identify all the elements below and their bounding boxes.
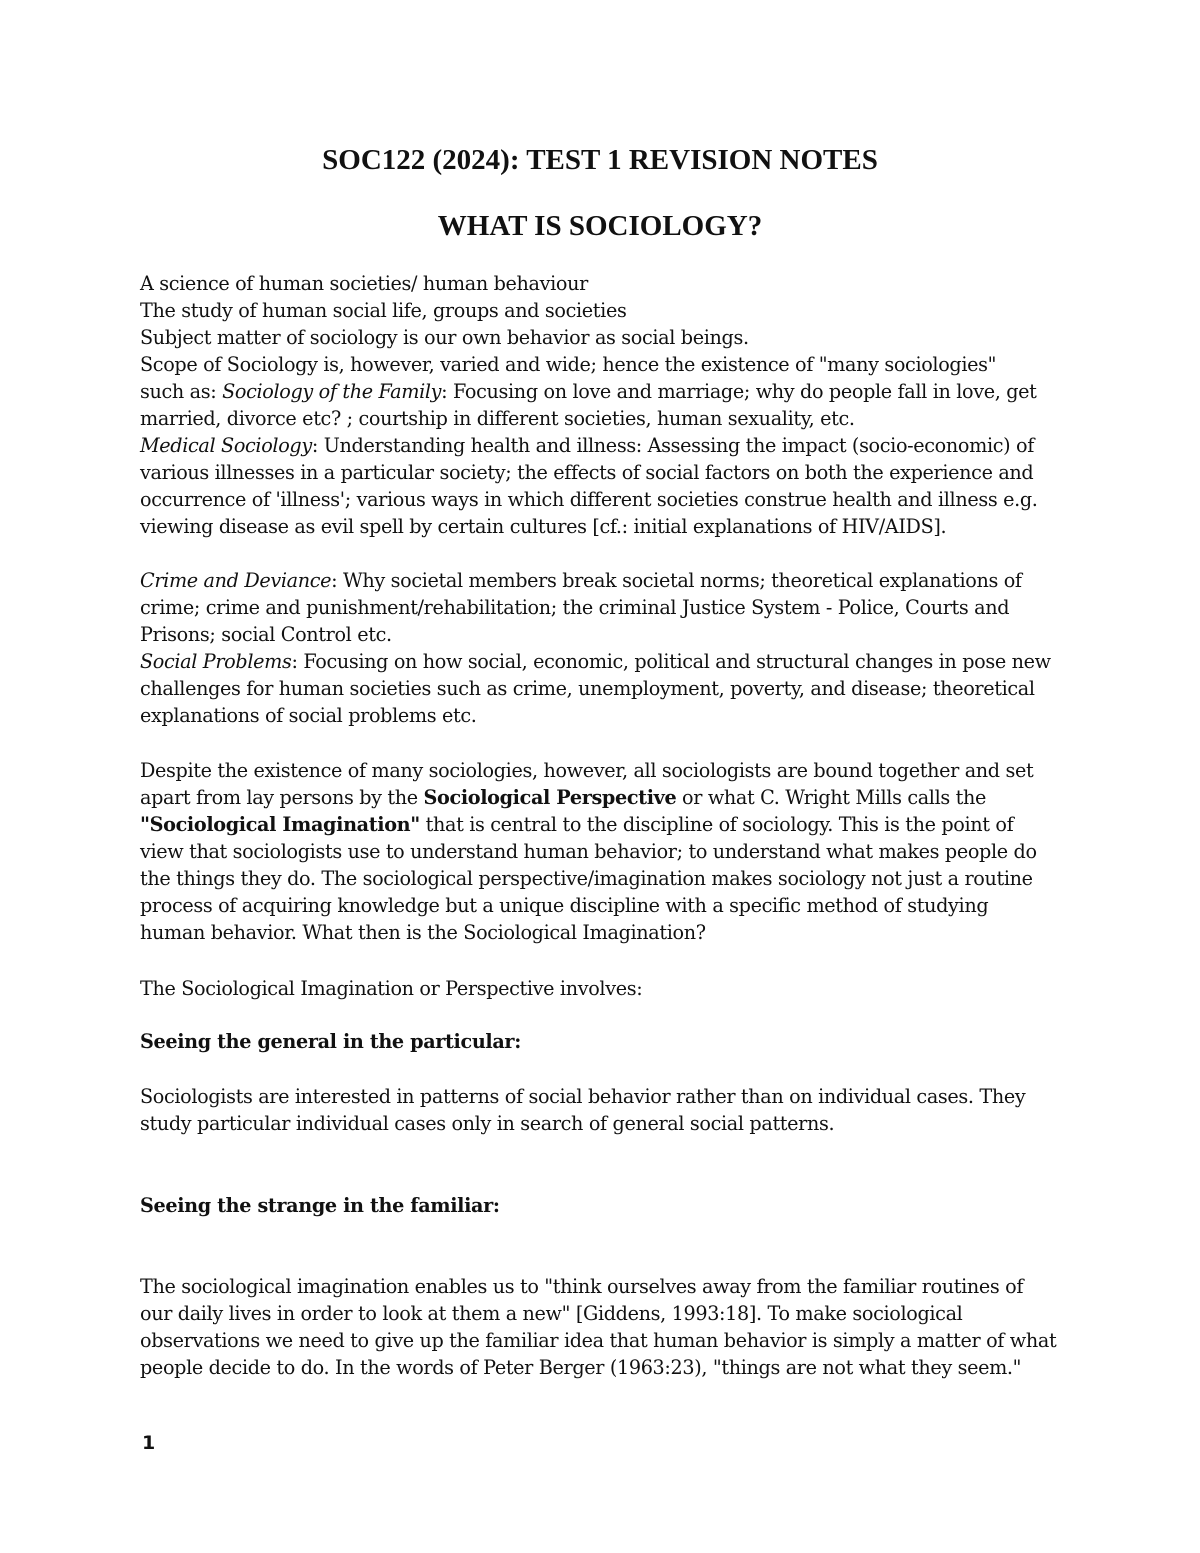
perspective-line: human behavior. What then is the Sociological Imagination? [140, 921, 706, 944]
intro-line: Subject matter of sociology is our own behavior as social beings. [140, 326, 749, 349]
crime-line: Prisons; social Control etc. [140, 623, 392, 646]
social-problems-term: Social Problems [140, 650, 292, 673]
text-run: : Focusing on how social, economic, political and structural changes in pose new [291, 650, 1051, 673]
paragraph-line: people decide to do. In the words of Peter Berger (1963:23), "things are not what they seem." [140, 1356, 1022, 1379]
sociological-perspective-term: Sociological Perspective [423, 786, 677, 809]
paragraph-line: study particular individual cases only in search of general social patterns. [140, 1112, 835, 1135]
perspective-line [140, 811, 1075, 838]
perspective-line: view that sociologists use to understand human behavior; to understand what makes people do [140, 840, 1037, 863]
paragraph-line: The sociological imagination enables us to "think ourselves away from the familiar routines of [140, 1275, 1024, 1298]
intro-line: A science of human societies/ human behaviour [140, 272, 588, 295]
crime-line [140, 648, 1075, 675]
involves-line [140, 975, 1075, 1002]
section-heading [140, 1028, 1075, 1055]
text-run: that is central to the discipline of sociology. This is the point of [419, 813, 1014, 836]
text-run: apart from lay persons by the [140, 786, 424, 809]
general-in-particular-paragraph [140, 1083, 1075, 1137]
intro-line: The study of human social life, groups and societies [140, 299, 627, 322]
intro-paragraph [140, 270, 1075, 540]
strange-in-familiar-heading: Seeing the strange in the familiar: [140, 1194, 500, 1217]
intro-line [140, 378, 1075, 405]
text-run: such as: [140, 380, 223, 403]
section-strange-in-familiar [140, 1192, 1075, 1219]
section-heading [140, 1192, 1075, 1219]
document-title: SOC122 (2024): TEST 1 REVISION NOTES [322, 144, 878, 176]
text-run: : Why societal members break societal norms; theoretical explanations of [331, 569, 1022, 592]
intro-line: viewing disease as evil spell by certain cultures [cf.: initial explanations of HIV/AIDS]. [140, 515, 947, 538]
perspective-line [140, 784, 1075, 811]
crime-line [140, 567, 1075, 594]
crime-line: crime; crime and punishment/rehabilitation; the criminal Justice System - Police, Courts and [140, 596, 1010, 619]
intro-line: married, divorce etc? ; courtship in different societies, human sexuality, etc. [140, 407, 855, 430]
crime-and-deviance-term: Crime and Deviance [140, 569, 332, 592]
perspective-line: the things they do. The sociological perspective/imagination makes sociology not just a routine [140, 867, 1033, 890]
text-run: : Focusing on love and marriage; why do people fall in love, get [441, 380, 1037, 403]
sociological-imagination-term: "Sociological Imagination" [140, 813, 420, 836]
intro-line: Scope of Sociology is, however, varied and wide; hence the existence of "many sociologies" [140, 353, 997, 376]
strange-in-familiar-paragraph [140, 1273, 1075, 1381]
crime-line: explanations of social problems etc. [140, 704, 477, 727]
paragraph-line: observations we need to give up the familiar idea that human behavior is simply a matter of what [140, 1329, 1057, 1352]
page-number: 1 [142, 1432, 156, 1454]
section-general-in-particular [140, 1028, 1075, 1055]
crime-paragraph [140, 567, 1075, 729]
sociology-of-family-term: Sociology of the Family [222, 380, 442, 403]
text-run: : Understanding health and illness: Assessing the impact (socio-economic) of [311, 434, 1034, 457]
text-run: or what C. Wright Mills calls the [676, 786, 986, 809]
medical-sociology-term: Medical Sociology [140, 434, 312, 457]
involves-text: The Sociological Imagination or Perspective involves: [140, 977, 643, 1000]
crime-line: challenges for human societies such as crime, unemployment, poverty, and disease; theoretical [140, 677, 1035, 700]
general-in-particular-heading: Seeing the general in the particular: [140, 1030, 521, 1053]
intro-line [140, 432, 1075, 459]
paragraph-line: Sociologists are interested in patterns of social behavior rather than on individual cases. They [140, 1085, 1026, 1108]
intro-line: occurrence of 'illness'; various ways in which different societies construe health and illness e.g. [140, 488, 1038, 511]
perspective-line: process of acquiring knowledge but a unique discipline with a specific method of studying [140, 894, 989, 917]
intro-line: various illnesses in a particular society; the effects of social factors on both the experience and [140, 461, 1034, 484]
perspective-paragraph [140, 757, 1075, 946]
perspective-line: Despite the existence of many sociologies, however, all sociologists are bound together and set [140, 759, 1034, 782]
paragraph-line: our daily lives in order to look at them a new" [Giddens, 1993:18]. To make sociological [140, 1302, 963, 1325]
section-heading-what-is-sociology: WHAT IS SOCIOLOGY? [437, 210, 763, 242]
